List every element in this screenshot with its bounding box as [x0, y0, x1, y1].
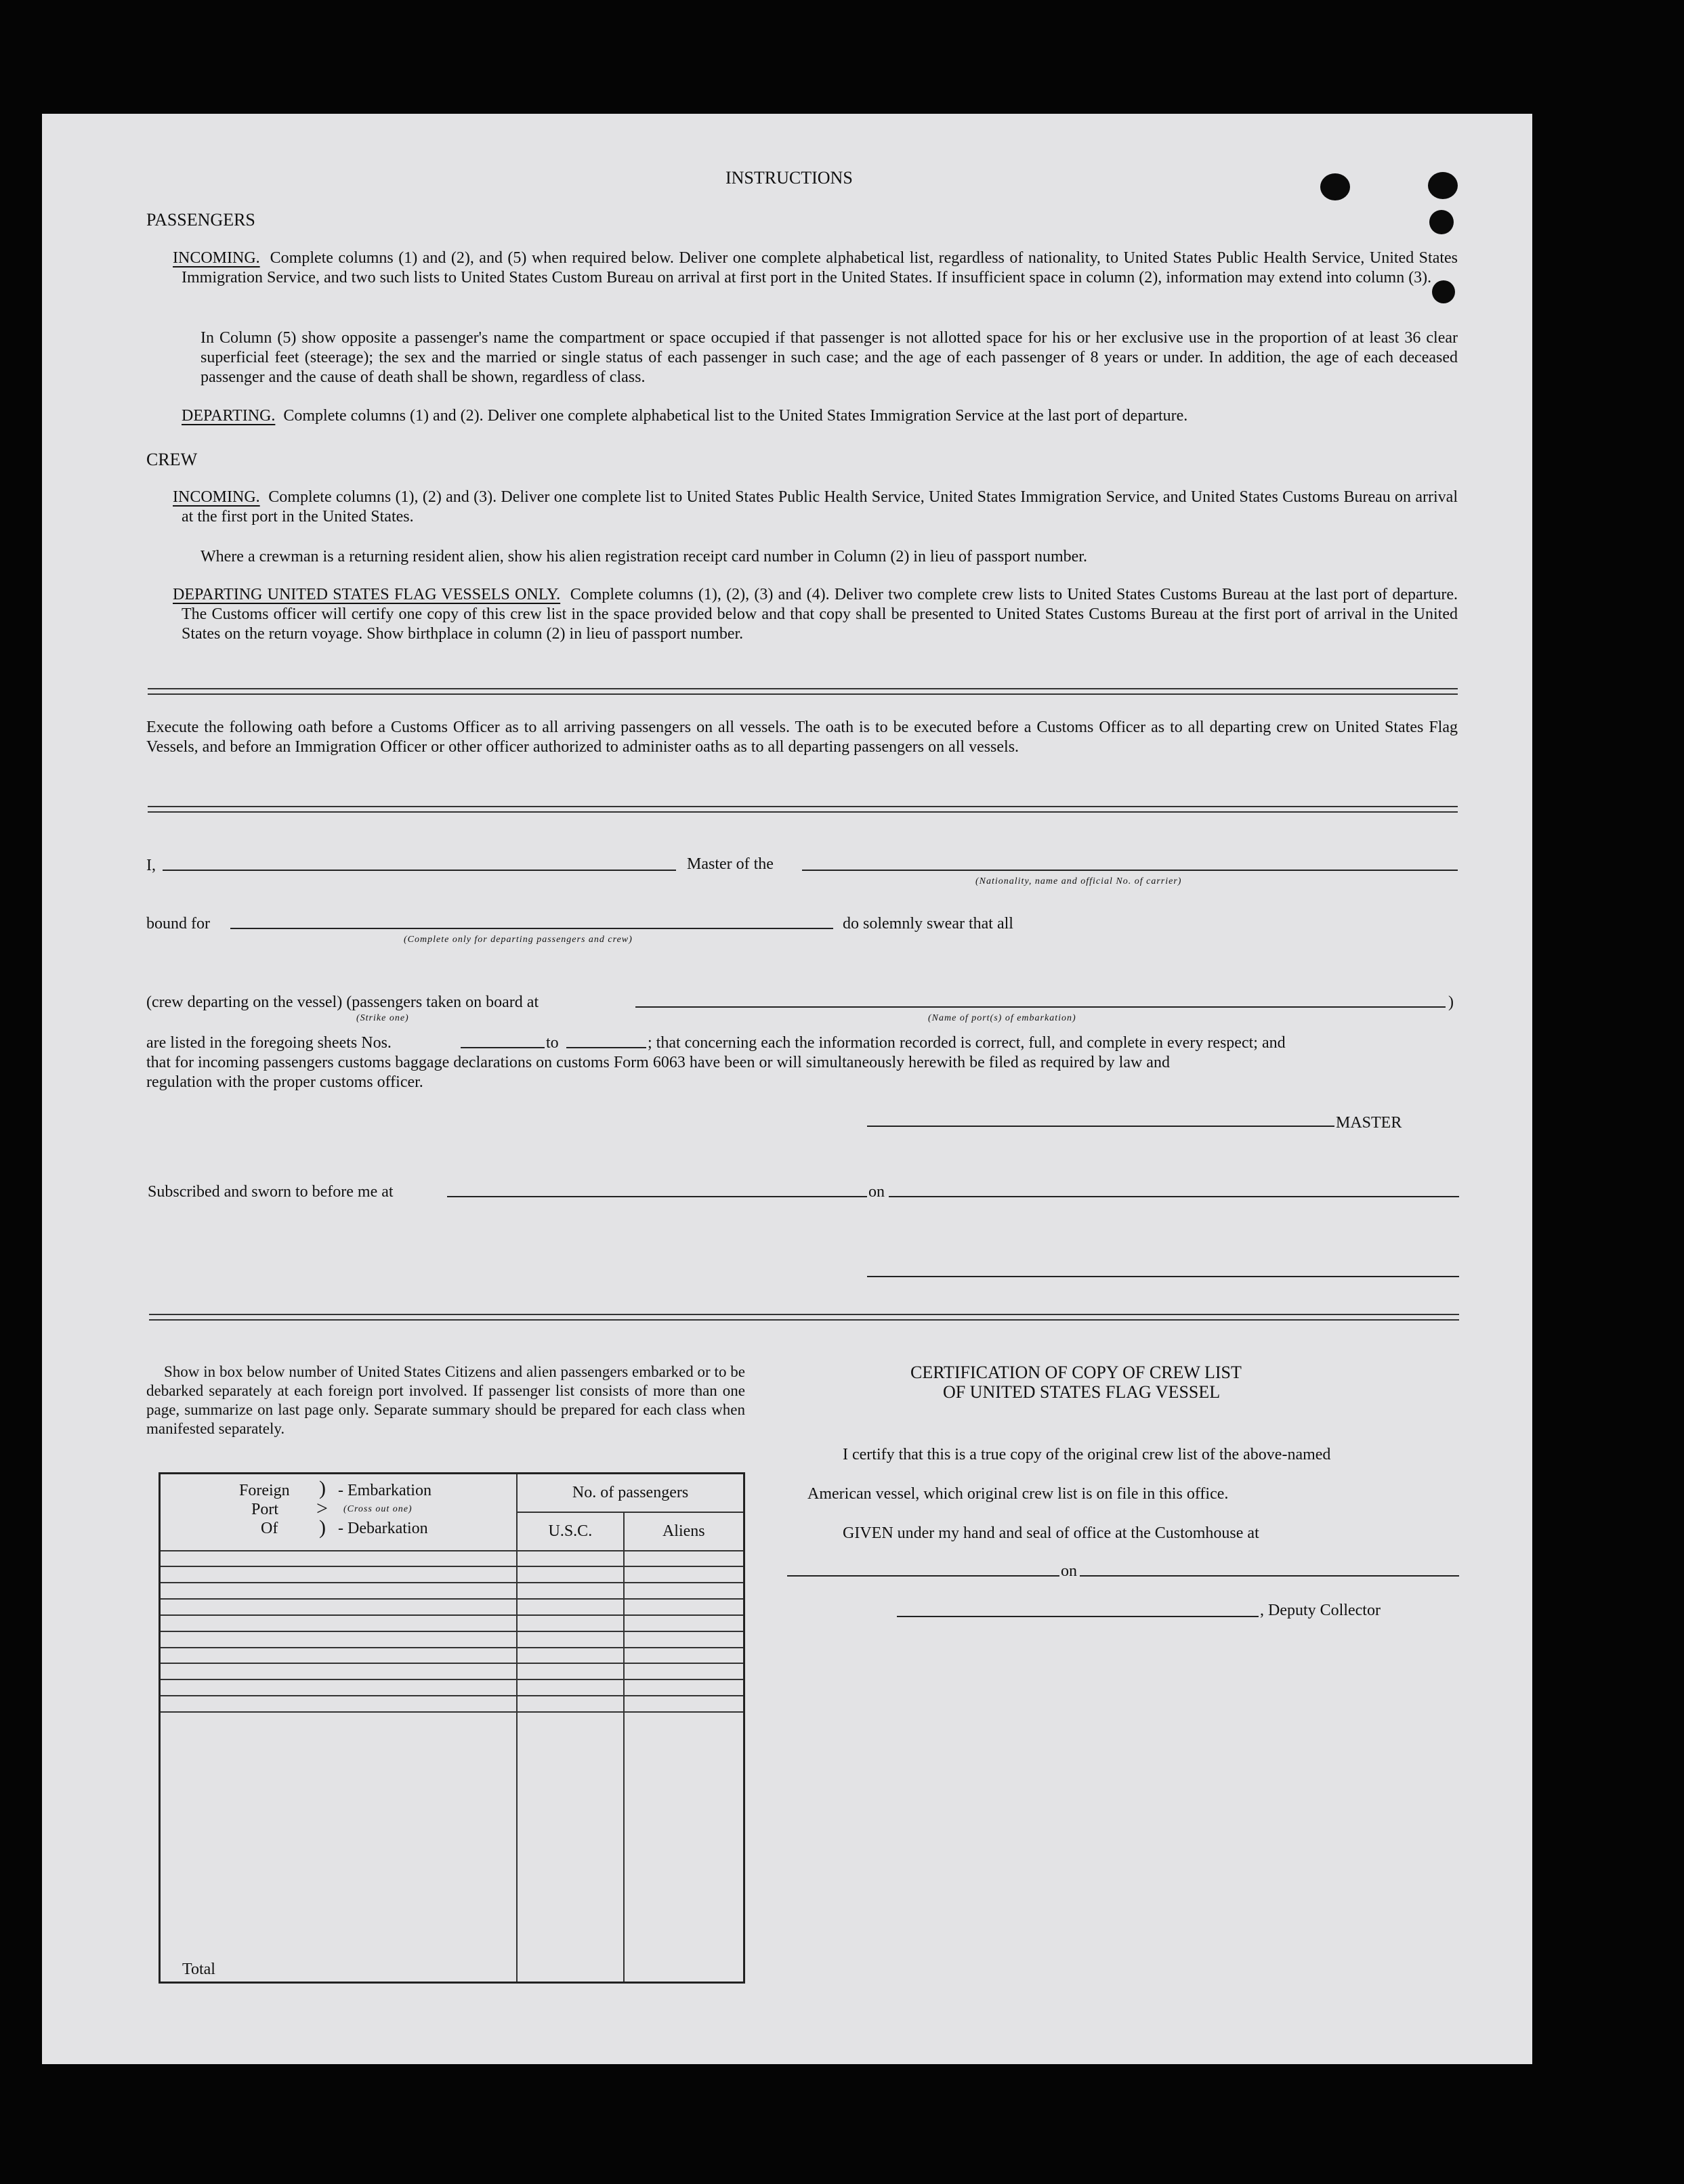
bound-for-label: bound for: [146, 915, 210, 933]
master-label: MASTER: [1336, 1114, 1402, 1132]
passenger-summary-table: [159, 1472, 745, 1984]
cross-out-note: (Cross out one): [343, 1504, 413, 1514]
summary-instructions: Show in box below number of United States Citizens and alien passengers embarked or to be debarked separately at each foreign port involved. If passenger list consists of more than one page, summarize on last page only. Separate summary should be prepared for each class when manifested separately.: [146, 1363, 745, 1437]
brace-mid: >: [316, 1497, 328, 1520]
crew-incoming: [173, 488, 1458, 527]
usc-header: U.S.C.: [517, 1512, 624, 1551]
master-signature-field[interactable]: [867, 1126, 1334, 1127]
certification-title-2: OF UNITED STATES FLAG VESSEL: [943, 1382, 1221, 1402]
divider: [148, 806, 1458, 813]
brace-bottom: ): [319, 1516, 326, 1539]
aliens-header: Aliens: [624, 1512, 744, 1551]
crew-flag-label: DEPARTING UNITED STATES FLAG VESSELS ONLY.: [173, 586, 561, 603]
passengers-departing: [182, 406, 1458, 426]
crew-departing-text: (crew departing on the vessel) (passengers taken on board at: [146, 993, 539, 1011]
sworn-date-field[interactable]: [889, 1196, 1459, 1197]
customhouse-place-field[interactable]: [787, 1575, 1059, 1577]
oath-i-label: I,: [146, 857, 156, 874]
table-row[interactable]: [160, 1631, 744, 1648]
divider: [149, 1314, 1459, 1321]
passengers-departing-text: Complete columns (1) and (2). Deliver one complete alphabetical list to the United States Immigration Service at the last port of departure.: [283, 407, 1188, 425]
certification-line3: GIVEN under my hand and seal of office at the Customhouse at: [843, 1524, 1259, 1542]
passengers-departing-label: DEPARTING.: [182, 407, 276, 425]
oath-line2: that for incoming passengers customs baggage declarations on customs Form 6063 have been or will simultaneously herewith be filed as required by law and: [146, 1054, 1170, 1071]
total-row[interactable]: [160, 1712, 744, 1983]
departing-note: (Complete only for departing passengers and crew): [404, 935, 633, 945]
swear-text: do solemnly swear that all: [843, 915, 1013, 933]
to-label: to: [546, 1034, 559, 1052]
certification-title-1: CERTIFICATION OF COPY OF CREW LIST: [910, 1363, 1242, 1382]
table-row[interactable]: [160, 1663, 744, 1679]
table-row[interactable]: [160, 1648, 744, 1664]
crew-incoming-text: Complete columns (1), (2) and (3). Deliver one complete list to United States Public Health Service, United States Immigration Service, and United States Customs Bureau on arrival at the first port in the United States.: [182, 488, 1458, 526]
page-title: INSTRUCTIONS: [725, 168, 853, 188]
passengers-heading: PASSENGERS: [146, 210, 255, 230]
embarkation-label: - Embarkation: [338, 1482, 431, 1499]
crew-heading: CREW: [146, 450, 198, 469]
embarkation-port-field[interactable]: [635, 1006, 1446, 1008]
no-passengers-header: No. of passengers: [517, 1474, 744, 1512]
close-paren: ): [1448, 993, 1454, 1011]
strike-one-note: (Strike one): [356, 1013, 409, 1023]
certification-on-label: on: [1061, 1562, 1077, 1580]
sworn-on-label: on: [868, 1183, 885, 1201]
oath-instructions: Execute the following oath before a Customs Officer as to all arriving passengers on all vessels. The oath is to be executed before a Customs Officer as to all departing crew on United States Flag Vessels, and before an Immigration Officer or other officer authorized to administer oaths as to all departing passengers on all vessels.: [146, 719, 1458, 756]
table-row[interactable]: [160, 1679, 744, 1696]
destination-field[interactable]: [230, 928, 833, 929]
passengers-column5: In Column (5) show opposite a passenger's name the compartment or space occupied if that passenger is not allotted space for his or her exclusive use in the proportion of at least 36 clear superficial feet (steerage); the sex and the married or single status of each passenger in such case; and the age of each passenger of 8 years or under. In addition, the age of each deceased passenger and the cause of death shall be shown, regardless of class.: [201, 329, 1458, 386]
table-row[interactable]: [160, 1599, 744, 1615]
brace-top: ): [319, 1477, 326, 1499]
port-header-cell: [160, 1474, 518, 1551]
sworn-place-field[interactable]: [447, 1196, 867, 1197]
listed-rest-text: ; that concerning each the information recorded is correct, full, and complete in every respect; and: [648, 1034, 1286, 1052]
divider: [148, 688, 1458, 695]
punch-hole: [1428, 172, 1458, 199]
subscribed-label: Subscribed and sworn to before me at: [148, 1183, 394, 1201]
table-row[interactable]: [160, 1696, 744, 1712]
master-name-field[interactable]: [163, 870, 676, 871]
carrier-field[interactable]: [802, 870, 1458, 871]
master-of-label: Master of the: [687, 855, 774, 873]
form-page: [42, 114, 1532, 2064]
col-of-label: Of: [261, 1520, 278, 1537]
total-label: Total: [160, 1712, 518, 1983]
sheet-from-field[interactable]: [461, 1047, 545, 1048]
punch-hole: [1429, 210, 1454, 234]
crew-departing-flag: [173, 585, 1458, 644]
passengers-incoming-label: INCOMING.: [173, 249, 260, 267]
col-port-label: Port: [251, 1501, 279, 1518]
certification-line2: American vessel, which original crew list is on file in this office.: [807, 1485, 1229, 1503]
certification-line1: I certify that this is a true copy of the original crew list of the above-named: [843, 1446, 1331, 1463]
oath-line3: regulation with the proper customs officer.: [146, 1073, 423, 1091]
listed-in-text: are listed in the foregoing sheets Nos.: [146, 1034, 392, 1052]
deputy-signature-field[interactable]: [897, 1616, 1259, 1617]
crew-flag-text: Complete columns (1), (2), (3) and (4). Deliver two complete crew lists to United States Customs Bureau at the last port of departure. The Customs officer will certify one copy of this crew list in the space provided below and that copy shall be presented to United States Customs Bureau at the first port of arrival in the United States on the return voyage. Show birthplace in column (2) in lieu of passport number.: [182, 586, 1458, 643]
table-row[interactable]: [160, 1551, 744, 1567]
port-note: (Name of port(s) of embarkation): [928, 1013, 1076, 1023]
debarkation-label: - Debarkation: [338, 1520, 428, 1537]
crew-alien-note: Where a crewman is a returning resident alien, show his alien registration receipt card number in Column (2) in lieu of passport number.: [201, 548, 1087, 565]
col-foreign-label: Foreign: [239, 1482, 290, 1499]
sheet-to-field[interactable]: [566, 1047, 646, 1048]
crew-incoming-label: INCOMING.: [173, 488, 260, 506]
punch-hole: [1320, 173, 1350, 200]
officer-signature-field[interactable]: [867, 1276, 1459, 1277]
passengers-incoming: [173, 249, 1458, 288]
deputy-collector-label: , Deputy Collector: [1260, 1602, 1381, 1619]
table-row[interactable]: [160, 1566, 744, 1583]
table-row[interactable]: [160, 1615, 744, 1631]
carrier-note: (Nationality, name and official No. of carrier): [975, 876, 1182, 886]
passengers-incoming-text: Complete columns (1) and (2), and (5) when required below. Deliver one complete alphabetical list, regardless of nationality, to United States Public Health Service, United States Immigration Service, and two such lists to United States Custom Bureau on arrival at first port in the United States. If insufficient space in column (2), information may extend into column (3).: [182, 249, 1458, 286]
certification-date-field[interactable]: [1080, 1575, 1459, 1577]
table-row[interactable]: [160, 1583, 744, 1599]
